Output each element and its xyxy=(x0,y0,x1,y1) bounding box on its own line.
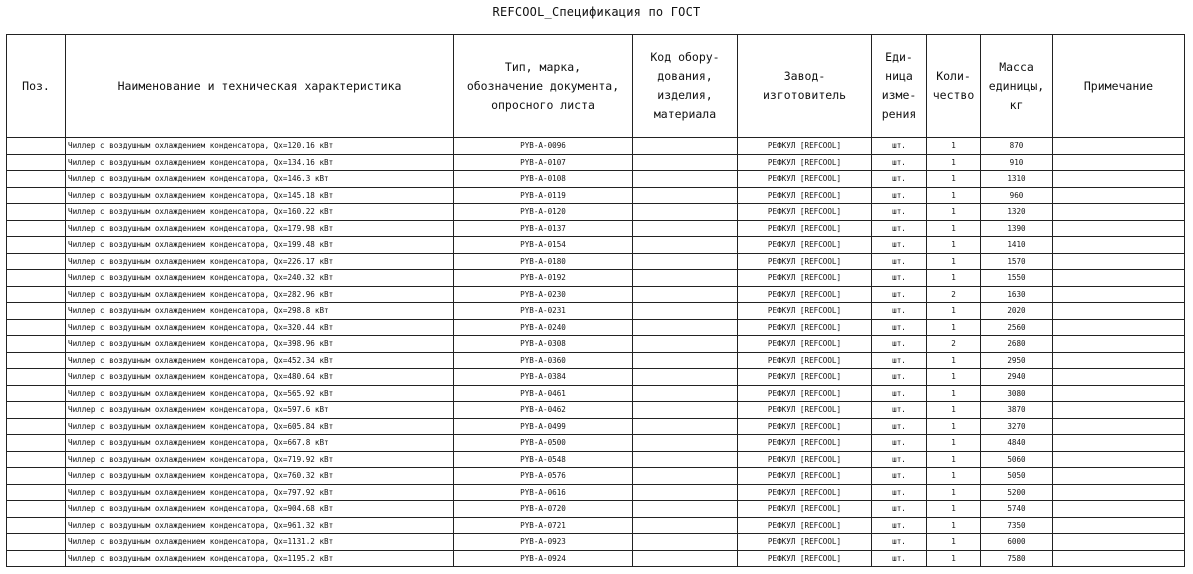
cell-position xyxy=(7,550,66,567)
cell-name: Чиллер с воздушным охлаждением конденсатора, Qх=565.92 кВт xyxy=(66,385,454,402)
cell-name: Чиллер с воздушным охлаждением конденсатора, Qх=1195.2 кВт xyxy=(66,550,454,567)
cell-note xyxy=(1053,237,1185,254)
cell-manufacturer: РЕФКУЛ [REFCOOL] xyxy=(738,435,872,452)
cell-note xyxy=(1053,385,1185,402)
cell-type: PYB-A-0119 xyxy=(454,187,633,204)
cell-note xyxy=(1053,154,1185,171)
table-row xyxy=(7,468,1185,485)
table-row xyxy=(7,550,1185,567)
cell-manufacturer: РЕФКУЛ [REFCOOL] xyxy=(738,303,872,320)
cell-position xyxy=(7,253,66,270)
cell-note xyxy=(1053,204,1185,221)
cell-mass: 7350 xyxy=(981,517,1053,534)
cell-type: PYB-A-0096 xyxy=(454,138,633,155)
cell-mass: 2680 xyxy=(981,336,1053,353)
cell-unit: шт. xyxy=(872,319,927,336)
cell-type: PYB-A-0616 xyxy=(454,484,633,501)
cell-manufacturer: РЕФКУЛ [REFCOOL] xyxy=(738,352,872,369)
cell-code xyxy=(633,484,738,501)
cell-name: Чиллер с воздушным охлаждением конденсатора, Qх=120.16 кВт xyxy=(66,138,454,155)
cell-note xyxy=(1053,352,1185,369)
cell-manufacturer: РЕФКУЛ [REFCOOL] xyxy=(738,286,872,303)
cell-name: Чиллер с воздушным охлаждением конденсатора, Qх=145.18 кВт xyxy=(66,187,454,204)
cell-type: PYB-A-0548 xyxy=(454,451,633,468)
cell-mass: 4840 xyxy=(981,435,1053,452)
cell-note xyxy=(1053,402,1185,419)
cell-note xyxy=(1053,336,1185,353)
cell-type: PYB-A-0923 xyxy=(454,534,633,551)
cell-manufacturer: РЕФКУЛ [REFCOOL] xyxy=(738,138,872,155)
cell-quantity: 1 xyxy=(927,517,981,534)
cell-code xyxy=(633,270,738,287)
cell-unit: шт. xyxy=(872,550,927,567)
cell-name: Чиллер с воздушным охлаждением конденсатора, Qх=398.96 кВт xyxy=(66,336,454,353)
table-row xyxy=(7,369,1185,386)
cell-manufacturer: РЕФКУЛ [REFCOOL] xyxy=(738,517,872,534)
table-row xyxy=(7,286,1185,303)
cell-name: Чиллер с воздушным охлаждением конденсатора, Qх=1131.2 кВт xyxy=(66,534,454,551)
cell-name: Чиллер с воздушным охлаждением конденсатора, Qх=320.44 кВт xyxy=(66,319,454,336)
cell-note xyxy=(1053,451,1185,468)
cell-position xyxy=(7,369,66,386)
cell-position xyxy=(7,402,66,419)
cell-mass: 870 xyxy=(981,138,1053,155)
cell-unit: шт. xyxy=(872,369,927,386)
cell-type: PYB-A-0500 xyxy=(454,435,633,452)
table-row xyxy=(7,171,1185,188)
header-code: Код обору- дования, изделия, материала xyxy=(633,35,738,138)
cell-type: PYB-A-0137 xyxy=(454,220,633,237)
cell-mass: 1390 xyxy=(981,220,1053,237)
cell-code xyxy=(633,253,738,270)
cell-name: Чиллер с воздушным охлаждением конденсатора, Qх=160.22 кВт xyxy=(66,204,454,221)
cell-unit: шт. xyxy=(872,187,927,204)
cell-manufacturer: РЕФКУЛ [REFCOOL] xyxy=(738,270,872,287)
cell-unit: шт. xyxy=(872,451,927,468)
cell-code xyxy=(633,385,738,402)
cell-type: PYB-A-0721 xyxy=(454,517,633,534)
cell-code xyxy=(633,435,738,452)
cell-quantity: 2 xyxy=(927,286,981,303)
cell-position xyxy=(7,171,66,188)
cell-mass: 2950 xyxy=(981,352,1053,369)
cell-quantity: 1 xyxy=(927,303,981,320)
cell-position xyxy=(7,303,66,320)
cell-position xyxy=(7,451,66,468)
cell-type: PYB-A-0230 xyxy=(454,286,633,303)
cell-note xyxy=(1053,418,1185,435)
cell-note xyxy=(1053,253,1185,270)
cell-code xyxy=(633,237,738,254)
cell-type: PYB-A-0576 xyxy=(454,468,633,485)
cell-type: PYB-A-0108 xyxy=(454,171,633,188)
cell-manufacturer: РЕФКУЛ [REFCOOL] xyxy=(738,220,872,237)
cell-note xyxy=(1053,220,1185,237)
cell-unit: шт. xyxy=(872,270,927,287)
cell-position xyxy=(7,517,66,534)
cell-type: PYB-A-0180 xyxy=(454,253,633,270)
cell-mass: 3270 xyxy=(981,418,1053,435)
cell-note xyxy=(1053,517,1185,534)
cell-note xyxy=(1053,270,1185,287)
cell-quantity: 1 xyxy=(927,138,981,155)
cell-note xyxy=(1053,501,1185,518)
cell-quantity: 1 xyxy=(927,435,981,452)
cell-type: PYB-A-0924 xyxy=(454,550,633,567)
cell-type: PYB-A-0192 xyxy=(454,270,633,287)
cell-type: PYB-A-0120 xyxy=(454,204,633,221)
cell-mass: 2560 xyxy=(981,319,1053,336)
cell-type: PYB-A-0107 xyxy=(454,154,633,171)
cell-manufacturer: РЕФКУЛ [REFCOOL] xyxy=(738,468,872,485)
cell-unit: шт. xyxy=(872,534,927,551)
cell-position xyxy=(7,468,66,485)
cell-position xyxy=(7,319,66,336)
cell-unit: шт. xyxy=(872,237,927,254)
cell-name: Чиллер с воздушным охлаждением конденсатора, Qх=797.92 кВт xyxy=(66,484,454,501)
cell-quantity: 1 xyxy=(927,187,981,204)
cell-type: PYB-A-0231 xyxy=(454,303,633,320)
cell-note xyxy=(1053,171,1185,188)
cell-code xyxy=(633,138,738,155)
cell-quantity: 1 xyxy=(927,534,981,551)
table-row xyxy=(7,303,1185,320)
table-row xyxy=(7,154,1185,171)
cell-code xyxy=(633,418,738,435)
cell-unit: шт. xyxy=(872,402,927,419)
cell-note xyxy=(1053,187,1185,204)
cell-type: PYB-A-0240 xyxy=(454,319,633,336)
cell-position xyxy=(7,385,66,402)
cell-mass: 5740 xyxy=(981,501,1053,518)
cell-quantity: 1 xyxy=(927,468,981,485)
cell-position xyxy=(7,418,66,435)
cell-type: PYB-A-0499 xyxy=(454,418,633,435)
cell-mass: 2940 xyxy=(981,369,1053,386)
cell-name: Чиллер с воздушным охлаждением конденсатора, Qх=667.8 кВт xyxy=(66,435,454,452)
table-row xyxy=(7,187,1185,204)
cell-code xyxy=(633,550,738,567)
cell-manufacturer: РЕФКУЛ [REFCOOL] xyxy=(738,402,872,419)
table-row xyxy=(7,319,1185,336)
cell-name: Чиллер с воздушным охлаждением конденсатора, Qх=199.48 кВт xyxy=(66,237,454,254)
cell-manufacturer: РЕФКУЛ [REFCOOL] xyxy=(738,369,872,386)
cell-name: Чиллер с воздушным охлаждением конденсатора, Qх=961.32 кВт xyxy=(66,517,454,534)
cell-quantity: 1 xyxy=(927,501,981,518)
table-row xyxy=(7,534,1185,551)
cell-unit: шт. xyxy=(872,468,927,485)
cell-code xyxy=(633,220,738,237)
cell-unit: шт. xyxy=(872,484,927,501)
header-note: Примечание xyxy=(1053,35,1185,138)
cell-name: Чиллер с воздушным охлаждением конденсатора, Qх=597.6 кВт xyxy=(66,402,454,419)
cell-note xyxy=(1053,550,1185,567)
table-row xyxy=(7,484,1185,501)
cell-quantity: 1 xyxy=(927,319,981,336)
cell-mass: 1410 xyxy=(981,237,1053,254)
cell-manufacturer: РЕФКУЛ [REFCOOL] xyxy=(738,501,872,518)
cell-code xyxy=(633,204,738,221)
cell-position xyxy=(7,501,66,518)
cell-mass: 5200 xyxy=(981,484,1053,501)
cell-type: PYB-A-0384 xyxy=(454,369,633,386)
cell-unit: шт. xyxy=(872,171,927,188)
cell-mass: 5060 xyxy=(981,451,1053,468)
cell-name: Чиллер с воздушным охлаждением конденсатора, Qх=719.92 кВт xyxy=(66,451,454,468)
cell-type: PYB-A-0360 xyxy=(454,352,633,369)
cell-manufacturer: РЕФКУЛ [REFCOOL] xyxy=(738,204,872,221)
cell-mass: 1630 xyxy=(981,286,1053,303)
specification-table xyxy=(6,34,1185,567)
cell-quantity: 1 xyxy=(927,369,981,386)
cell-position xyxy=(7,204,66,221)
cell-name: Чиллер с воздушным охлаждением конденсатора, Qх=605.84 кВт xyxy=(66,418,454,435)
cell-position xyxy=(7,534,66,551)
table-row xyxy=(7,352,1185,369)
cell-unit: шт. xyxy=(872,154,927,171)
cell-unit: шт. xyxy=(872,385,927,402)
cell-code xyxy=(633,534,738,551)
header-unit: Еди- ница изме- рения xyxy=(872,35,927,138)
cell-name: Чиллер с воздушным охлаждением конденсатора, Qх=904.68 кВт xyxy=(66,501,454,518)
cell-mass: 5050 xyxy=(981,468,1053,485)
cell-mass: 1310 xyxy=(981,171,1053,188)
cell-manufacturer: РЕФКУЛ [REFCOOL] xyxy=(738,319,872,336)
cell-note xyxy=(1053,369,1185,386)
cell-name: Чиллер с воздушным охлаждением конденсатора, Qх=452.34 кВт xyxy=(66,352,454,369)
cell-note xyxy=(1053,303,1185,320)
cell-name: Чиллер с воздушным охлаждением конденсатора, Qх=760.32 кВт xyxy=(66,468,454,485)
cell-mass: 3870 xyxy=(981,402,1053,419)
cell-mass: 6000 xyxy=(981,534,1053,551)
cell-note xyxy=(1053,435,1185,452)
cell-quantity: 1 xyxy=(927,270,981,287)
cell-quantity: 2 xyxy=(927,336,981,353)
table-row xyxy=(7,204,1185,221)
table-row xyxy=(7,220,1185,237)
cell-unit: шт. xyxy=(872,253,927,270)
cell-position xyxy=(7,336,66,353)
cell-quantity: 1 xyxy=(927,352,981,369)
cell-name: Чиллер с воздушным охлаждением конденсатора, Qх=298.8 кВт xyxy=(66,303,454,320)
cell-position xyxy=(7,220,66,237)
cell-mass: 2020 xyxy=(981,303,1053,320)
cell-mass: 1550 xyxy=(981,270,1053,287)
cell-quantity: 1 xyxy=(927,451,981,468)
cell-mass: 7580 xyxy=(981,550,1053,567)
cell-code xyxy=(633,187,738,204)
cell-manufacturer: РЕФКУЛ [REFCOOL] xyxy=(738,171,872,188)
cell-unit: шт. xyxy=(872,286,927,303)
table-row xyxy=(7,385,1185,402)
cell-manufacturer: РЕФКУЛ [REFCOOL] xyxy=(738,484,872,501)
cell-mass: 3080 xyxy=(981,385,1053,402)
cell-manufacturer: РЕФКУЛ [REFCOOL] xyxy=(738,336,872,353)
cell-note xyxy=(1053,534,1185,551)
cell-quantity: 1 xyxy=(927,253,981,270)
cell-unit: шт. xyxy=(872,352,927,369)
table-row xyxy=(7,237,1185,254)
cell-name: Чиллер с воздушным охлаждением конденсатора, Qх=134.16 кВт xyxy=(66,154,454,171)
table-row xyxy=(7,501,1185,518)
cell-manufacturer: РЕФКУЛ [REFCOOL] xyxy=(738,451,872,468)
header-mass: Масса единицы, кг xyxy=(981,35,1053,138)
cell-unit: шт. xyxy=(872,138,927,155)
cell-position xyxy=(7,187,66,204)
cell-manufacturer: РЕФКУЛ [REFCOOL] xyxy=(738,187,872,204)
cell-manufacturer: РЕФКУЛ [REFCOOL] xyxy=(738,550,872,567)
cell-manufacturer: РЕФКУЛ [REFCOOL] xyxy=(738,253,872,270)
document-title: REFCOOL_Спецификация по ГОСТ xyxy=(492,5,701,19)
cell-code xyxy=(633,336,738,353)
cell-quantity: 1 xyxy=(927,418,981,435)
cell-name: Чиллер с воздушным охлаждением конденсатора, Qх=179.98 кВт xyxy=(66,220,454,237)
table-body xyxy=(7,138,1185,567)
cell-unit: шт. xyxy=(872,336,927,353)
table-row xyxy=(7,418,1185,435)
cell-code xyxy=(633,369,738,386)
cell-code xyxy=(633,517,738,534)
cell-mass: 910 xyxy=(981,154,1053,171)
cell-note xyxy=(1053,138,1185,155)
header-position: Поз. xyxy=(7,35,66,138)
cell-manufacturer: РЕФКУЛ [REFCOOL] xyxy=(738,418,872,435)
cell-unit: шт. xyxy=(872,204,927,221)
table-row xyxy=(7,435,1185,452)
cell-name: Чиллер с воздушным охлаждением конденсатора, Qх=282.96 кВт xyxy=(66,286,454,303)
cell-position xyxy=(7,154,66,171)
cell-note xyxy=(1053,484,1185,501)
cell-quantity: 1 xyxy=(927,402,981,419)
cell-position xyxy=(7,270,66,287)
cell-note xyxy=(1053,286,1185,303)
cell-manufacturer: РЕФКУЛ [REFCOOL] xyxy=(738,237,872,254)
cell-quantity: 1 xyxy=(927,154,981,171)
cell-code xyxy=(633,352,738,369)
cell-quantity: 1 xyxy=(927,171,981,188)
cell-unit: шт. xyxy=(872,501,927,518)
cell-code xyxy=(633,154,738,171)
cell-manufacturer: РЕФКУЛ [REFCOOL] xyxy=(738,385,872,402)
cell-name: Чиллер с воздушным охлаждением конденсатора, Qх=480.64 кВт xyxy=(66,369,454,386)
header-type: Тип, марка, обозначение документа, опросного листа xyxy=(454,35,633,138)
cell-unit: шт. xyxy=(872,418,927,435)
cell-quantity: 1 xyxy=(927,220,981,237)
cell-unit: шт. xyxy=(872,435,927,452)
cell-note xyxy=(1053,319,1185,336)
cell-type: PYB-A-0154 xyxy=(454,237,633,254)
cell-position xyxy=(7,138,66,155)
header-quantity: Коли- чество xyxy=(927,35,981,138)
cell-quantity: 1 xyxy=(927,237,981,254)
cell-type: PYB-A-0462 xyxy=(454,402,633,419)
cell-manufacturer: РЕФКУЛ [REFCOOL] xyxy=(738,534,872,551)
cell-code xyxy=(633,303,738,320)
cell-code xyxy=(633,402,738,419)
table-row xyxy=(7,253,1185,270)
cell-quantity: 1 xyxy=(927,550,981,567)
cell-type: PYB-A-0308 xyxy=(454,336,633,353)
cell-position xyxy=(7,435,66,452)
cell-code xyxy=(633,451,738,468)
cell-position xyxy=(7,237,66,254)
table-row xyxy=(7,451,1185,468)
cell-quantity: 1 xyxy=(927,385,981,402)
cell-unit: шт. xyxy=(872,517,927,534)
cell-quantity: 1 xyxy=(927,204,981,221)
cell-position xyxy=(7,484,66,501)
cell-name: Чиллер с воздушным охлаждением конденсатора, Qх=240.32 кВт xyxy=(66,270,454,287)
cell-name: Чиллер с воздушным охлаждением конденсатора, Qх=226.17 кВт xyxy=(66,253,454,270)
cell-position xyxy=(7,352,66,369)
cell-code xyxy=(633,468,738,485)
cell-quantity: 1 xyxy=(927,484,981,501)
cell-mass: 960 xyxy=(981,187,1053,204)
cell-note xyxy=(1053,468,1185,485)
cell-unit: шт. xyxy=(872,220,927,237)
cell-type: PYB-A-0720 xyxy=(454,501,633,518)
cell-code xyxy=(633,171,738,188)
table-row xyxy=(7,336,1185,353)
cell-name: Чиллер с воздушным охлаждением конденсатора, Qх=146.3 кВт xyxy=(66,171,454,188)
table-row xyxy=(7,270,1185,287)
header-name: Наименование и техническая характеристика xyxy=(66,35,454,138)
table-row xyxy=(7,517,1185,534)
cell-mass: 1320 xyxy=(981,204,1053,221)
cell-code xyxy=(633,319,738,336)
header-row xyxy=(7,35,1185,138)
cell-code xyxy=(633,501,738,518)
header-manufacturer: Завод- изготовитель xyxy=(738,35,872,138)
cell-mass: 1570 xyxy=(981,253,1053,270)
cell-position xyxy=(7,286,66,303)
table-row xyxy=(7,402,1185,419)
cell-manufacturer: РЕФКУЛ [REFCOOL] xyxy=(738,154,872,171)
table-row xyxy=(7,138,1185,155)
cell-unit: шт. xyxy=(872,303,927,320)
cell-code xyxy=(633,286,738,303)
cell-type: PYB-A-0461 xyxy=(454,385,633,402)
